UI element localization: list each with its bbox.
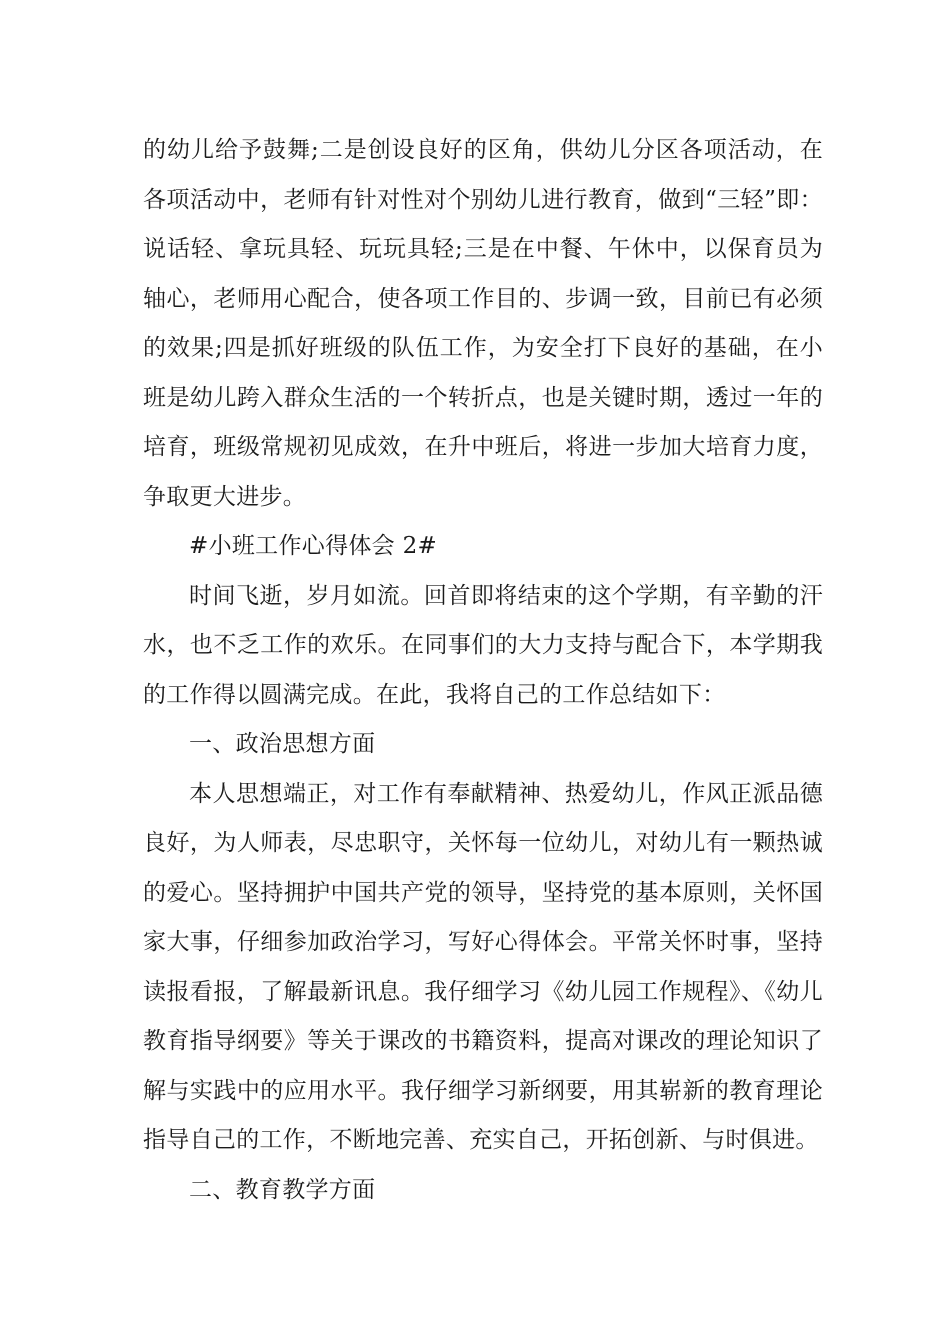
subheading-teaching: 二、教育教学方面 bbox=[189, 1176, 376, 1203]
document-body bbox=[143, 126, 823, 1215]
paragraph-intro: 时间飞逝，岁月如流。回首即将结束的这个学期，有辛勤的汗水，也不乏工作的欢乐。在同事们的大力支持与配合下，本学期我的工作得以圆满完成。在此，我将自己的工作总结如下： bbox=[143, 582, 823, 708]
paragraph-political: 本人思想端正，对工作有奉献精神、热爱幼儿，作风正派品德良好，为人师表，尽忠职守，关怀每一位幼儿，对幼儿有一颗热诚的爱心。坚持拥护中国共产党的领导，坚持党的基本原则，关怀国家大事，仔细参加政治学习，写好心得体会。平常关怀时事，坚持读报看报，了解最新讯息。我仔细学习《幼儿园工作规程》、《幼儿教育指导纲要》等关于课改的书籍资料，提高对课改的理论知识了解与实践中的应用水平。我仔细学习新纲要，用其崭新的教育理论指导自己的工作，不断地完善、充实自己，开拓创新、与时俱进。 bbox=[143, 780, 823, 1153]
paragraph-continuation: 的幼儿给予鼓舞;二是创设良好的区角，供幼儿分区各项活动，在各项活动中，老师有针对性对个别幼儿进行教育，做到“三轻”即：说话轻、拿玩具轻、玩玩具轻;三是在中餐、午休中，以保育员为轴心，老师用心配合，使各项工作目的、步调一致，目前已有必须的效果;四是抓好班级的队伍工作，为安全打下良好的基础，在小班是幼儿跨入群众生活的一个转折点，也是关键时期，透过一年的培育，班级常规初见成效，在升中班后，将进一步加大培育力度，争取更大进步。 bbox=[143, 137, 823, 510]
section-heading-2: #小班工作心得体会 2# bbox=[189, 533, 438, 559]
subheading-political: 一、政治思想方面 bbox=[189, 731, 376, 757]
